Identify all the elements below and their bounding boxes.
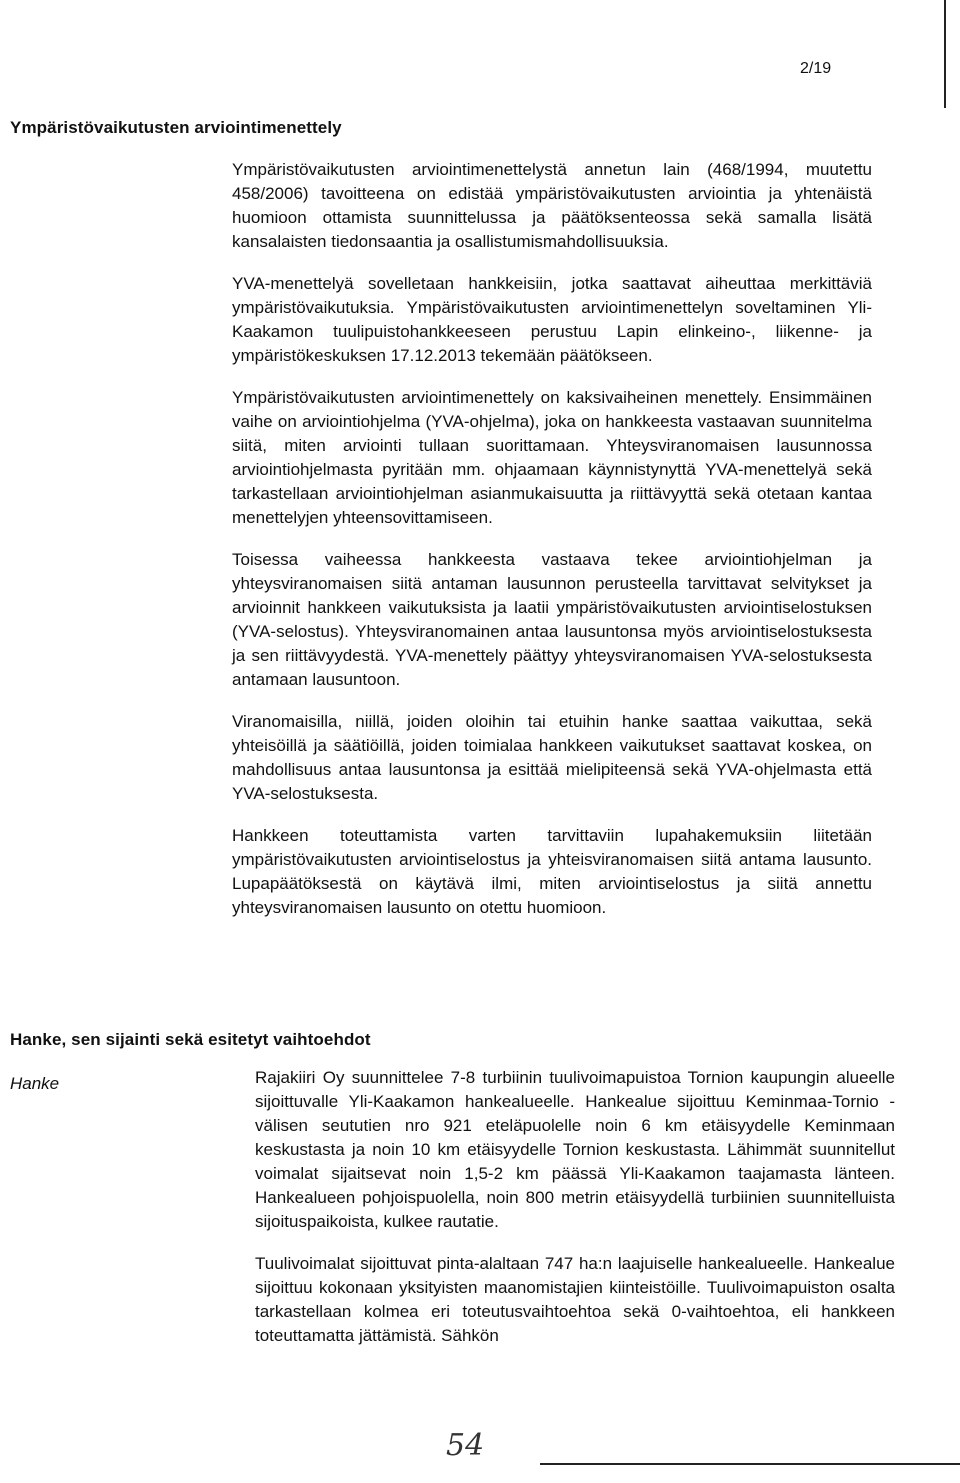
handwritten-page-note: 54: [446, 1428, 485, 1463]
section-heading-eia-procedure: Ympäristövaikutusten arviointimenettely: [10, 118, 342, 137]
section-body-eia-procedure: [232, 158, 872, 938]
paragraph: Ympäristövaikutusten arviointimenettely on kaksivaiheinen menettely. Ensimmäinen vaihe on arviointiohjelma (YVA-ohjelma), joka on hankkeesta vastaavan suunnitelma siitä, miten arviointi tullaan suorittamaan. Yhteysviranomaisen lausunnossa arviointiohjelmasta pyritään mm. ohjaamaan käynnistynyttä YVA-menettelyä sekä tarkastellaan arviointiohjelman asianmukaisuutta ja riittävyyttä sekä otetaan kantaa menettelyjen yhteensovittamiseen.: [232, 388, 872, 527]
scan-edge-line: [944, 0, 946, 108]
side-label-hanke: Hanke: [10, 1074, 60, 1093]
paragraph: Ympäristövaikutusten arviointimenettelystä annetun lain (468/1994, muutettu 458/2006) tavoitteena on edistää ympäristövaikutusten arviointia ja yhtenäistä huomioon ottamista suunnittelussa ja päätöksenteossa sekä samalla lisätä kansalaisten tiedonsaantia ja osallistumismahdollisuuksia.: [232, 160, 872, 251]
paragraph: Rajakiiri Oy suunnittelee 7-8 turbiinin tuulivoimapuistoa Tornion kaupungin alueelle sijoittuvalle Yli-Kaakamon hankealueelle. Hankealue sijoittuu Keminmaa-Tornio -välisen seututien nro 921 eteläpuolelle noin 6 km etäisyydelle Keminmaan keskustasta ja noin 10 km etäisyydelle Tornion keskustasta. Lähimmät suunnitellut voimalat sijaitsevat noin 1,5-2 km päässä Yli-Kaakamon taajamasta länteen. Hankealueen pohjoispuolella, noin 800 metrin etäisyydellä turbiinien suunnitelluista sijoituspaikoista, kulkee rautatie.: [255, 1068, 895, 1231]
paragraph: Tuulivoimalat sijoittuvat pinta-alaltaan 747 ha:n laajuiselle hankealueelle. Hankealue sijoittuu kokonaan yksityisten maanomistajien kiinteistöille. Tuulivoimapuiston osalta tarkastellaan kolmea eri toteutusvaihtoehtoa sekä 0-vaihtoehtoa, eli hankkeen toteuttamatta jättämistä. Sähkön: [255, 1254, 895, 1345]
section-heading-project: Hanke, sen sijainti sekä esitetyt vaihtoehdot: [10, 1030, 371, 1049]
paragraph: Toisessa vaiheessa hankkeesta vastaava tekee arviointiohjelman ja yhteysviranomaisen siitä antaman lausunnon perusteella tarvittavat selvitykset ja arvioinnit hankkeen vaikutuksista ja laatii ympäristövaikutusten arviointiselostuksen (YVA-selostus). Yhteysviranomainen antaa lausuntonsa myös arviointiselostuksesta ja sen riittävyydestä. YVA-menettely päättyy yhteysviranomaisen YVA-selostuksesta antamaan lausuntoon.: [232, 550, 872, 689]
scan-bottom-line: [540, 1463, 960, 1465]
paragraph: YVA-menettelyä sovelletaan hankkeisiin, jotka saattavat aiheuttaa merkittäviä ympäristövaikutuksia. Ympäristövaikutusten arviointimenettelyn soveltaminen Yli-Kaakamon tuulipuistohankkeeseen perustuu Lapin elinkeino-, liikenne- ja ympäristökeskuksen 17.12.2013 tekemään päätökseen.: [232, 274, 872, 365]
paragraph: Hankkeen toteuttamista varten tarvittaviin lupahakemuksiin liitetään ympäristövaikutusten arviointiselostus ja yhteisviranomaisen siitä antama lausunto. Lupapäätöksestä on käytävä ilmi, miten arviointiselostus ja siitä annettu yhteysviranomaisen lausunto on otettu huomioon.: [232, 826, 872, 917]
paragraph: Viranomaisilla, niillä, joiden oloihin tai etuihin hanke saattaa vaikuttaa, sekä yhteisöillä ja säätiöillä, joiden toimialaa hankkeen vaikutukset saattavat koskea, on mahdollisuus antaa lausuntonsa ja esittää mielipiteensä sekä YVA-ohjelmasta että YVA-selostuksesta.: [232, 712, 872, 803]
page-number: 2/19: [800, 60, 832, 77]
section-body-project: [255, 1066, 895, 1366]
